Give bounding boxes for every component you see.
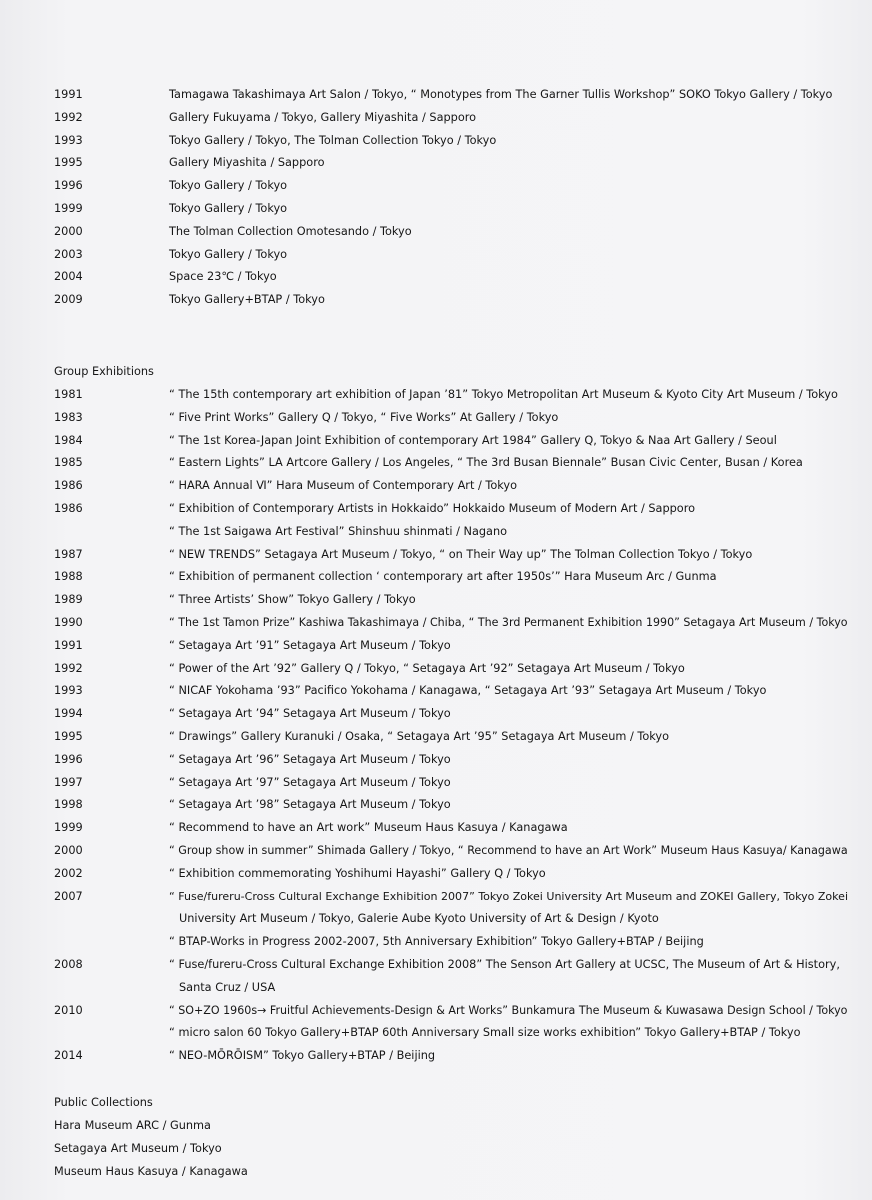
entry-text: Santa Cruz / USA <box>179 980 276 994</box>
collection-item: Setagaya Art Museum / Tokyo <box>54 1141 222 1155</box>
entry-year: 1992 <box>54 661 83 675</box>
entry-text: “ The 15th contemporary art exhibition of Japan ’81” Tokyo Metropolitan Art Museum & Kyoto City Art Museum / Tokyo <box>169 388 838 401</box>
entry-year: 1981 <box>54 388 83 401</box>
entry-text: “ Group show in summer” Shimada Gallery / Tokyo, “ Recommend to have an Art Work” Museum Haus Kasuya/ Kanagawa <box>169 844 848 857</box>
entry-year: 1986 <box>54 502 83 515</box>
entry-year: 1999 <box>54 821 83 835</box>
entry-text: “ Setagaya Art ’97” Setagaya Art Museum / Tokyo <box>169 775 451 789</box>
entry-year: 1999 <box>54 202 83 215</box>
entry-year: 2008 <box>54 958 83 971</box>
entry-year: 1994 <box>54 707 83 721</box>
entry-text: Tokyo Gallery / Tokyo <box>169 202 288 215</box>
entry-text: “ Exhibition commemorating Yoshihumi Hayashi” Gallery Q / Tokyo <box>169 866 546 880</box>
group-exhibitions-heading: Group Exhibitions <box>54 365 154 378</box>
entry-year: 1983 <box>54 410 83 424</box>
entry-year: 1992 <box>54 110 83 124</box>
entry-year: 2000 <box>54 844 83 857</box>
entry-text: “ NEO-MŌRŌISM” Tokyo Gallery+BTAP / Beijing <box>169 1049 436 1063</box>
entry-year: 1987 <box>54 547 83 561</box>
entry-text: “ Exhibition of Contemporary Artists in Hokkaido” Hokkaido Museum of Modern Art / Sapporo <box>169 502 696 515</box>
collection-item: Hara Museum ARC / Gunma <box>54 1119 211 1132</box>
entry-year: 2014 <box>54 1049 83 1063</box>
entry-text: “ HARA Annual Ⅵ” Hara Museum of Contemporary Art / Tokyo <box>169 479 517 493</box>
entry-text: “ The 1st Korea-Japan Joint Exhibition of contemporary Art 1984” Gallery Q, Tokyo & Naa Art Gallery / Seoul <box>169 433 777 447</box>
entry-text: “ micro salon 60 Tokyo Gallery+BTAP 60th Anniversary Small size works exhibition” Tokyo Gallery+BTAP / Tokyo <box>169 1026 801 1040</box>
entry-year: 1998 <box>54 798 83 812</box>
entry-text: Space 23℃ / Tokyo <box>169 270 277 284</box>
entry-text: “ Fuse/fureru-Cross Cultural Exchange Exhibition 2008” The Senson Art Gallery at UCSC, The Museum of Art & History, <box>169 958 840 971</box>
entry-year: 1996 <box>54 179 83 193</box>
entry-year: 2003 <box>54 247 83 261</box>
entry-text: Tokyo Gallery / Tokyo <box>169 179 288 193</box>
entry-text: “ The 1st Saigawa Art Festival” Shinshuu shinmati / Nagano <box>169 524 508 538</box>
entry-year: 2004 <box>54 270 83 284</box>
entry-year: 1989 <box>54 593 83 607</box>
entry-year: 1993 <box>54 133 83 147</box>
entry-text: “ Setagaya Art ’98” Setagaya Art Museum / Tokyo <box>169 798 451 812</box>
entry-year: 1993 <box>54 684 83 698</box>
entry-year: 2007 <box>54 889 83 903</box>
entry-year: 1995 <box>54 730 83 743</box>
entry-year: 1996 <box>54 752 83 766</box>
entry-year: 1997 <box>54 775 83 789</box>
entry-year: 1990 <box>54 616 83 629</box>
entry-text: “ Power of the Art ’92” Gallery Q / Tokyo, “ Setagaya Art ’92” Setagaya Art Museum / Tokyo <box>169 661 685 675</box>
entry-text: The Tolman Collection Omotesando / Tokyo <box>169 224 412 238</box>
entry-text: “ Setagaya Art ’96” Setagaya Art Museum / Tokyo <box>169 752 451 766</box>
entry-year: 2002 <box>54 866 83 880</box>
entry-year: 2000 <box>54 224 83 238</box>
entry-text: Tokyo Gallery+BTAP / Tokyo <box>169 293 325 307</box>
entry-year: 1985 <box>54 456 83 470</box>
entry-text: “ NICAF Yokohama ’93” Pacifico Yokohama / Kanagawa, “ Setagaya Art ’93” Setagaya Art Museum / Tokyo <box>169 684 767 698</box>
entry-text: “ SO+ZO 1960s→ Fruitful Achievements-Design & Art Works” Bunkamura The Museum & Kuwasawa Design School / Tokyo <box>169 1003 848 1017</box>
entry-year: 1995 <box>54 156 83 170</box>
entry-text: “ NEW TRENDS” Setagaya Art Museum / Tokyo, “ on Their Way up” The Tolman Collection Tokyo / Tokyo <box>169 547 753 561</box>
entry-text: “ The 1st Tamon Prize” Kashiwa Takashimaya / Chiba, “ The 3rd Permanent Exhibition 1990” Setagaya Art Museum / Tokyo <box>169 616 848 629</box>
entry-text: “ Eastern Lights” LA Artcore Gallery / Los Angeles, “ The 3rd Busan Biennale” Busan Civic Center, Busan / Korea <box>169 456 803 470</box>
entry-text: “ Drawings” Gallery Kuranuki / Osaka, “ Setagaya Art ’95” Setagaya Art Museum / Tokyo <box>169 730 669 743</box>
entry-text: Tokyo Gallery / Tokyo <box>169 247 288 261</box>
entry-year: 1988 <box>54 570 83 584</box>
entry-text: Tokyo Gallery / Tokyo, The Tolman Collection Tokyo / Tokyo <box>169 133 497 147</box>
entry-text: “ Five Print Works” Gallery Q / Tokyo, “ Five Works” At Gallery / Tokyo <box>169 410 559 424</box>
entry-text: Tamagawa Takashimaya Art Salon / Tokyo, “ Monotypes from The Garner Tullis Workshop” SOKO Tokyo Gallery / Tokyo <box>169 88 833 101</box>
public-collections-heading: Public Collections <box>54 1096 153 1109</box>
entry-text: “ Fuse/fureru-Cross Cultural Exchange Exhibition 2007” Tokyo Zokei University Art Museum and ZOKEI Gallery, Tokyo Zokei <box>169 889 849 903</box>
entry-year: 2009 <box>54 293 83 307</box>
entry-text: Gallery Miyashita / Sapporo <box>169 156 325 170</box>
collection-item: Museum Haus Kasuya / Kanagawa <box>54 1164 248 1178</box>
entry-year: 1991 <box>54 638 83 652</box>
entry-year: 1986 <box>54 479 83 493</box>
entry-text: “ Setagaya Art ’91” Setagaya Art Museum / Tokyo <box>169 638 451 652</box>
entry-text: University Art Museum / Tokyo, Galerie Aube Kyoto University of Art & Design / Kyoto <box>179 912 659 926</box>
entry-text: “ BTAP-Works in Progress 2002-2007, 5th Anniversary Exhibition” Tokyo Gallery+BTAP / Beijing <box>169 935 704 949</box>
entry-year: 2010 <box>54 1003 83 1017</box>
entry-text: Gallery Fukuyama / Tokyo, Gallery Miyashita / Sapporo <box>169 110 477 124</box>
entry-year: 1984 <box>54 433 83 447</box>
entry-text: “ Setagaya Art ’94” Setagaya Art Museum / Tokyo <box>169 707 451 721</box>
entry-text: “ Exhibition of permanent collection ‘ contemporary art after 1950s’” Hara Museum Arc / Gunma <box>169 570 717 584</box>
entry-text: “ Recommend to have an Art work” Museum Haus Kasuya / Kanagawa <box>169 821 568 835</box>
entry-year: 1991 <box>54 88 83 101</box>
entry-text: “ Three Artists’ Show” Tokyo Gallery / Tokyo <box>169 593 416 607</box>
